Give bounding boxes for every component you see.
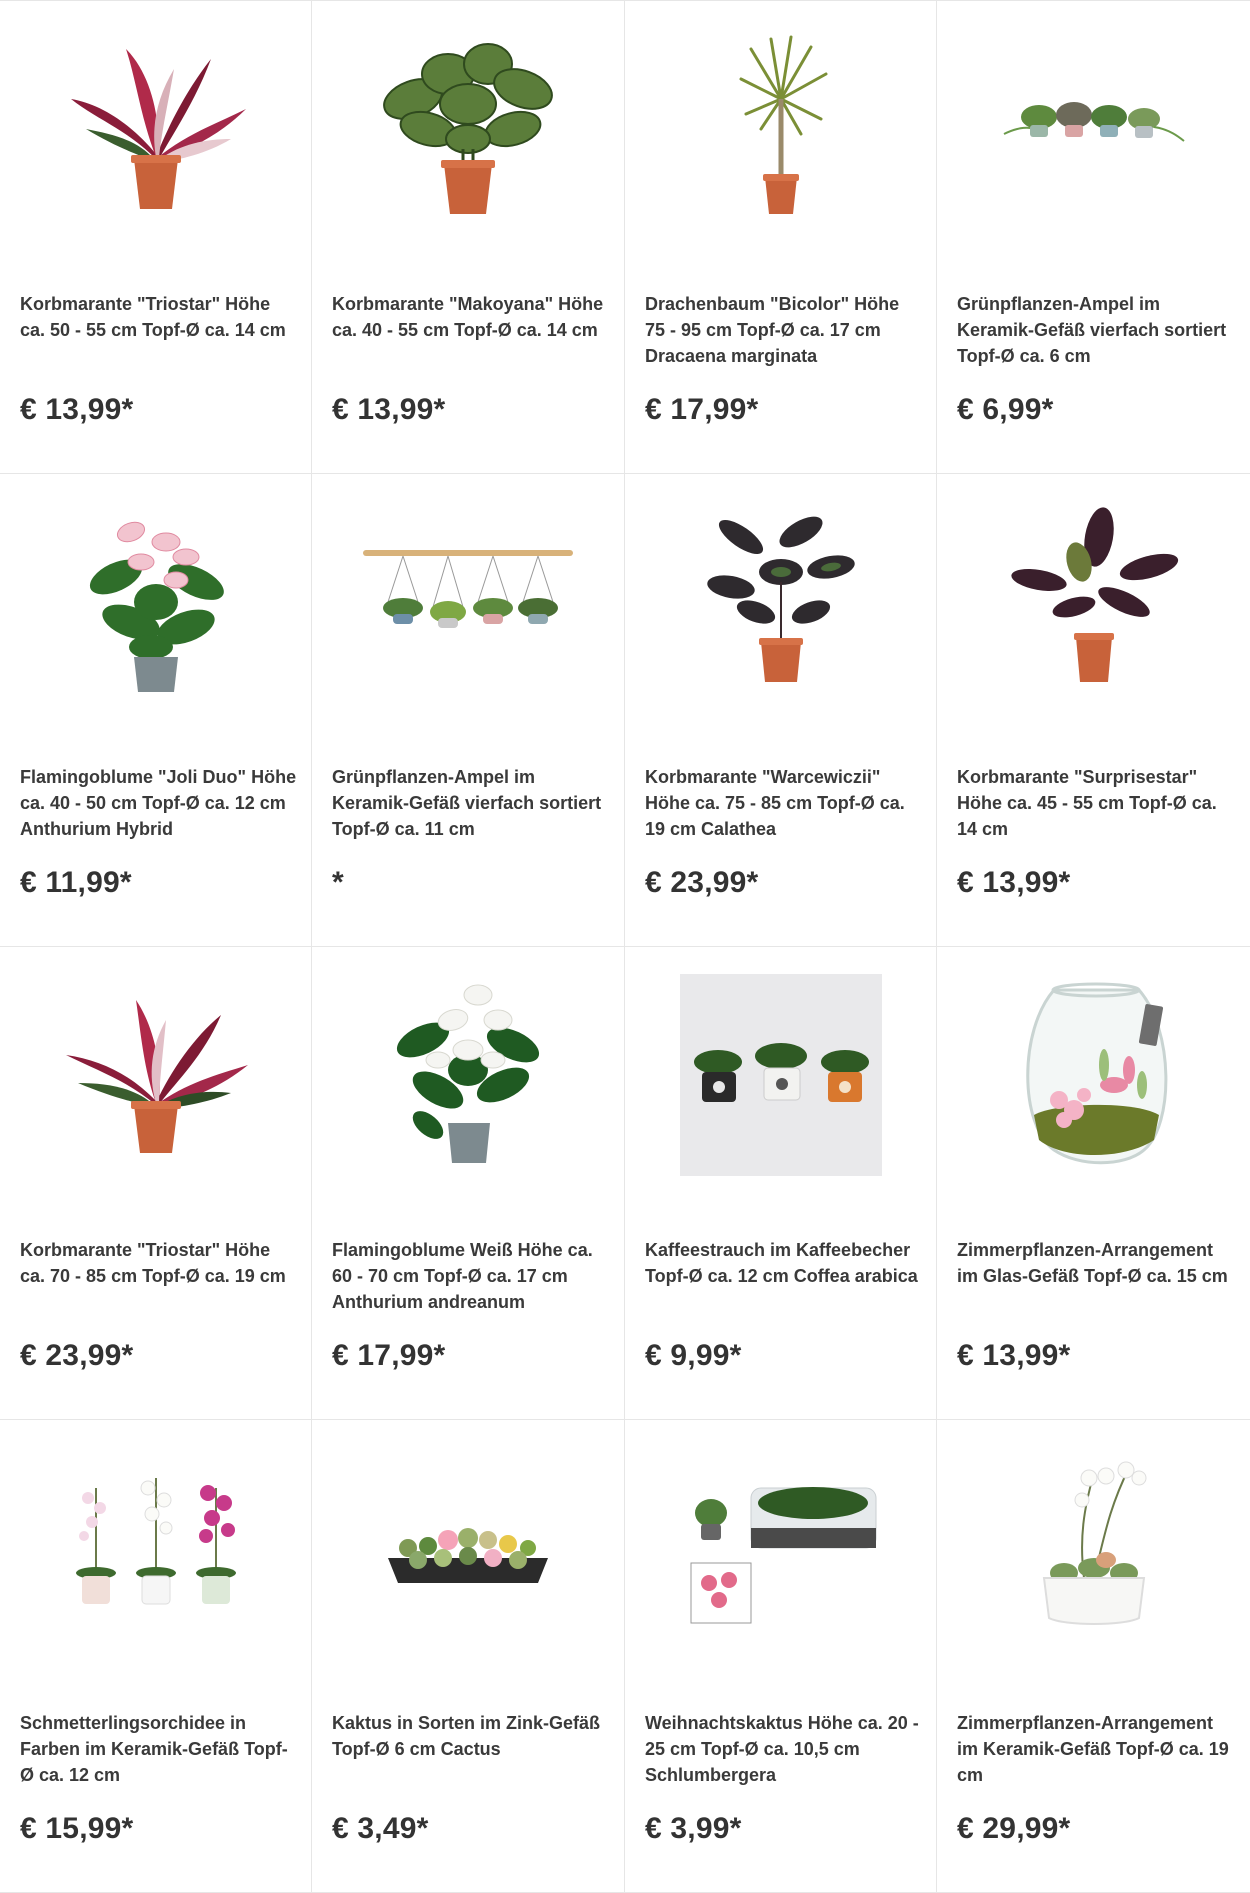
anthurium-pink-plant-icon [56,502,256,702]
product-image[interactable] [661,1438,901,1658]
product-card[interactable] [312,1420,625,1893]
product-image[interactable] [661,965,901,1185]
small-hanging-plants-icon [994,29,1194,229]
product-image[interactable] [348,492,588,712]
product-card[interactable] [937,474,1250,947]
product-price: € 9,99* [645,1339,742,1372]
product-title[interactable]: Korbmarante "Triostar" Höhe ca. 50 - 55 cm Topf-Ø ca. 14 cm [20,294,286,340]
coffee-plant-mugs-icon [680,974,882,1176]
product-card[interactable] [312,947,625,1420]
product-price: € 17,99* [332,1339,446,1372]
product-price: € 15,99* [20,1812,134,1845]
product-title[interactable]: Zimmerpflanzen-Arrangement im Keramik-Gefäß Topf-Ø ca. 19 cm [957,1713,1229,1785]
product-image[interactable] [974,19,1214,239]
product-card[interactable] [937,1,1250,474]
product-price: € 13,99* [332,393,446,426]
product-title[interactable]: Grünpflanzen-Ampel im Keramik-Gefäß vierfach sortiert Topf-Ø ca. 6 cm [957,294,1227,366]
product-card[interactable] [312,1,625,474]
product-image[interactable] [348,965,588,1185]
cactus-tray-icon [368,1448,568,1648]
product-card[interactable] [937,1420,1250,1893]
orchid-arrangement-bowl-icon [994,1448,1194,1648]
product-card[interactable] [625,947,937,1420]
glass-terrarium-icon [994,975,1194,1175]
product-price: * [332,866,344,899]
product-title[interactable]: Schmetterlingsorchidee in Farben im Keramik-Gefäß Topf-Ø ca. 12 cm [20,1713,288,1785]
product-title[interactable]: Drachenbaum "Bicolor" Höhe 75 - 95 cm Topf-Ø ca. 17 cm Dracaena marginata [645,294,900,366]
product-price: € 6,99* [957,393,1054,426]
product-card[interactable] [625,1,937,474]
product-card[interactable] [625,474,937,947]
product-card[interactable] [0,474,312,947]
calathea-surprisestar-plant-icon [994,502,1194,702]
product-image[interactable] [974,965,1214,1185]
product-price: € 11,99* [20,866,132,899]
product-image[interactable] [36,965,276,1185]
calathea-makoyana-plant-icon [368,29,568,229]
product-image[interactable] [348,19,588,239]
product-image[interactable] [974,1438,1214,1658]
product-title[interactable]: Flamingoblume "Joli Duo" Höhe ca. 40 - 50 cm Topf-Ø ca. 12 cm Anthurium Hybrid [20,767,297,839]
calathea-warcewiczii-plant-icon [681,502,881,702]
anthurium-white-plant-icon [368,975,568,1175]
product-title[interactable]: Zimmerpflanzen-Arrangement im Glas-Gefäß Topf-Ø ca. 15 cm [957,1240,1228,1286]
product-title[interactable]: Korbmarante "Warcewiczii" Höhe ca. 75 - 85 cm Topf-Ø ca. 19 cm Calathea [645,767,905,839]
product-card[interactable] [625,1420,937,1893]
product-price: € 3,99* [645,1812,742,1845]
product-price: € 13,99* [957,1339,1071,1372]
product-image[interactable] [661,492,901,712]
product-title[interactable]: Kaffeestrauch im Kaffeebecher Topf-Ø ca. 12 cm Coffea arabica [645,1240,918,1286]
christmas-cactus-tray-icon [681,1448,881,1648]
product-price: € 23,99* [645,866,759,899]
product-title[interactable]: Grünpflanzen-Ampel im Keramik-Gefäß vierfach sortiert Topf-Ø ca. 11 cm [332,767,602,839]
product-price: € 23,99* [20,1339,134,1372]
calathea-triostar-plant-icon [56,29,256,229]
product-title[interactable]: Weihnachtskaktus Höhe ca. 20 - 25 cm Topf-Ø ca. 10,5 cm Schlumbergera [645,1713,919,1785]
hanging-plants-rod-icon [358,502,578,702]
product-image[interactable] [36,492,276,712]
product-price: € 13,99* [20,393,134,426]
product-image[interactable] [661,19,901,239]
product-image[interactable] [348,1438,588,1658]
product-title[interactable]: Korbmarante "Makoyana" Höhe ca. 40 - 55 cm Topf-Ø ca. 14 cm [332,294,604,340]
product-title[interactable]: Korbmarante "Surprisestar" Höhe ca. 45 - 55 cm Topf-Ø ca. 14 cm [957,767,1217,839]
product-card[interactable] [312,474,625,947]
product-image[interactable] [36,1438,276,1658]
product-image[interactable] [974,492,1214,712]
product-card[interactable] [0,1,312,474]
product-price: € 29,99* [957,1812,1071,1845]
product-image[interactable] [36,19,276,239]
product-price: € 3,49* [332,1812,429,1845]
calathea-triostar-large-plant-icon [56,975,256,1175]
product-title[interactable]: Kaktus in Sorten im Zink-Gefäß Topf-Ø 6 cm Cactus [332,1713,601,1759]
product-card[interactable] [937,947,1250,1420]
product-title[interactable]: Korbmarante "Triostar" Höhe ca. 70 - 85 cm Topf-Ø ca. 19 cm [20,1240,286,1286]
product-card[interactable] [0,1420,312,1893]
product-price: € 17,99* [645,393,759,426]
dracaena-plant-icon [681,29,881,229]
product-title[interactable]: Flamingoblume Weiß Höhe ca. 60 - 70 cm Topf-Ø ca. 17 cm Anthurium andreanum [332,1240,593,1312]
product-price: € 13,99* [957,866,1071,899]
orchids-ceramic-icon [56,1448,256,1648]
product-card[interactable] [0,947,312,1420]
